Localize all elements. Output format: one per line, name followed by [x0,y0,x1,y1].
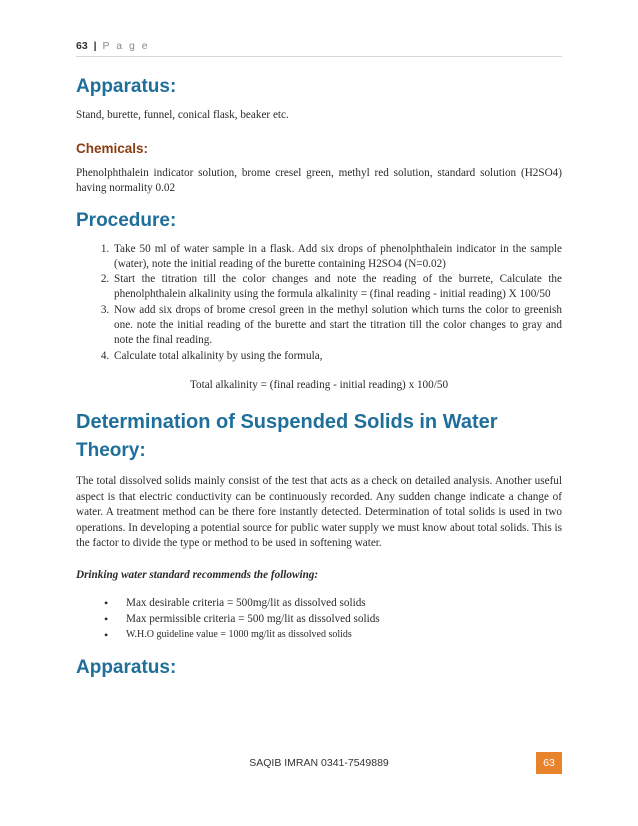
page-content [76,72,562,679]
apparatus-text: Stand, burette, funnel, conical flask, beaker etc. [76,109,289,121]
chemicals-heading: Chemicals: [76,140,149,156]
procedure-heading: Procedure: [76,209,177,231]
theory-text: The total dissolved solids mainly consist of the test that acts as a check on detailed analysis. Another useful aspect is that electric conductivity can be continuously recorded. Any sudden change indicate a change of water. A treatment method can be there fore instantly detected. Determination of total solids is used in two operations. In developing a potential source for public water supply we must know about total solids. This is the factor to divide the type or method to be used in softening water. [76,475,562,550]
page-footer [76,752,562,776]
determination-heading: Determination of Suspended Solids in Water [76,411,498,434]
theory-heading: Theory: [76,440,146,462]
header-page-label: P a g e [102,40,150,52]
header-separator: | [93,40,97,52]
standard-item: • Max desirable criteria = 500mg/lit as dissolved solids [112,595,562,611]
procedure-step: 4. Calculate total alkalinity by using the formula, [112,349,562,364]
procedure-step: 3. Now add six drops of brome cresol green in the methyl solution which turns the color to greenish one. note the initial reading of the burette and start the titration till the color changes to gray and note the final reading. [112,303,562,349]
header-page-number: 63 [76,40,88,52]
standard-item: • Max permissible criteria = 500 mg/lit as dissolved solids [112,611,562,627]
apparatus-heading: Apparatus: [76,76,177,97]
procedure-list [76,242,562,364]
standard-heading: Drinking water standard recommends the following: [76,568,319,581]
standard-list [76,595,562,643]
apparatus2-heading: Apparatus: [76,657,177,679]
alkalinity-formula: Total alkalinity = (final reading - initial reading) x 100/50 [189,378,449,391]
footer-author: SAQIB IMRAN 0341-7549889 [249,757,389,769]
standard-item: • W.H.O guideline value = 1000 mg/lit as dissolved solids [112,627,562,643]
page-header [76,40,562,57]
procedure-step: 2. Start the titration till the color changes and note the reading of the burrete, Calculate the phenolphthalein alkalinity using the formula alkalinity = (final reading - initial reading) X 100/50 [112,272,562,303]
footer-page-box: 63 [536,752,562,774]
procedure-step: 1. Take 50 ml of water sample in a flask. Add six drops of phenolphthalein indicator in the sample (water), note the initial reading of the burette containing H2SO4 (N=0.02) [112,242,562,273]
chemicals-text: Phenolphthalein indicator solution, brome cresel green, methyl red solution, standard solution (H2SO4) having normality 0.02 [76,166,562,194]
